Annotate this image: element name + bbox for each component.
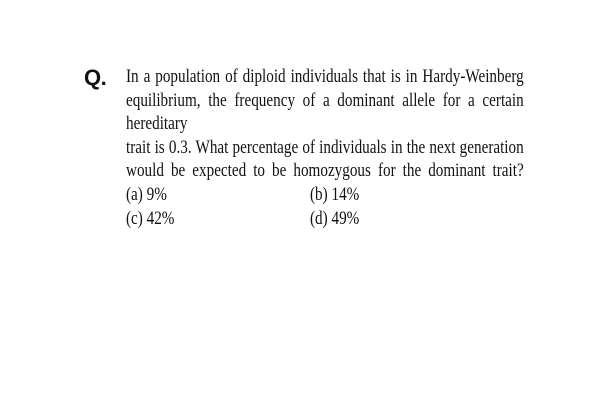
question-line-2: equilibrium, the frequency of a dominant allele for a certain hereditary — [126, 90, 524, 134]
question-line-3: trait is 0.3. What percentage of individuals in the next generation — [126, 137, 524, 158]
question-line-1: In a population of diploid individuals that is in Hardy-Weinberg — [126, 67, 524, 87]
question-line-4: would be expected to be homozygous for the dominant trait? — [126, 161, 524, 181]
question-text — [126, 66, 524, 184]
question-marker: Q. — [84, 65, 107, 90]
option-a: (a) 9% — [126, 185, 167, 205]
option-c: (c) 42% — [126, 208, 175, 229]
option-d: (d) 49% — [310, 208, 360, 229]
options-row-1 — [126, 184, 524, 208]
answer-options — [126, 184, 524, 231]
option-b: (b) 14% — [310, 185, 360, 205]
options-row-2 — [126, 208, 524, 232]
